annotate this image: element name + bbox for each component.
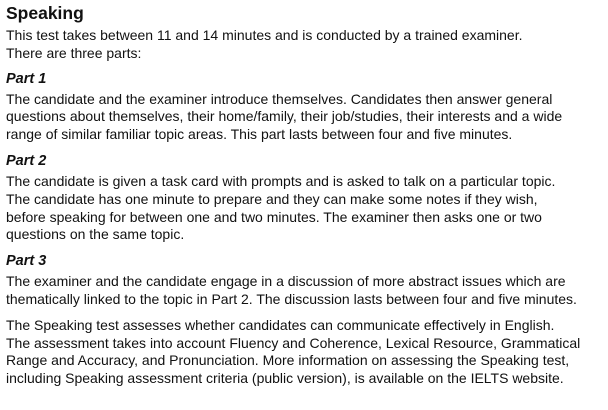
intro-paragraph xyxy=(6,27,602,63)
summary-line: The Speaking test assesses whether candidates can communicate effectively in English. xyxy=(6,316,555,333)
summary-line: The assessment takes into account Fluency and Coherence, Lexical Resource, Grammatical xyxy=(6,334,581,351)
summary-line: Range and Accuracy, and Pronunciation. More information on assessing the Speaking test, xyxy=(6,352,570,369)
part-1-line: The candidate and the examiner introduce themselves. Candidates then answer general xyxy=(6,90,553,107)
summary-paragraph xyxy=(6,317,602,388)
part-3-title: Part 3 xyxy=(6,253,47,270)
part-3-line: thematically linked to the topic in Part 2. The discussion lasts between four and five minutes. xyxy=(6,290,577,307)
summary-line: including Speaking assessment criteria (public version), is available on the IELTS website. xyxy=(6,370,564,387)
part-1-line: range of similar familiar topic areas. This part lasts between four and five minutes. xyxy=(6,126,513,143)
part-2-line: The candidate has one minute to prepare and they can make some notes if they wish, xyxy=(6,190,538,207)
section-heading: Speaking xyxy=(6,3,84,23)
part-3-section xyxy=(6,252,602,309)
part-3-line: The examiner and the candidate engage in a discussion of more abstract issues which are xyxy=(6,273,566,290)
part-1-paragraph xyxy=(6,91,602,144)
part-1-section xyxy=(6,70,602,144)
part-2-line: before speaking for between one and two minutes. The examiner then asks one or two xyxy=(6,208,542,225)
part-2-title: Part 2 xyxy=(6,152,47,169)
part-1-line: questions about themselves, their home/family, their job/studies, their interests and a wide xyxy=(6,108,563,125)
part-1-title: Part 1 xyxy=(6,70,47,87)
part-2-line: questions on the same topic. xyxy=(6,226,185,243)
part-2-line: The candidate is given a task card with prompts and is asked to talk on a particular topic. xyxy=(6,172,556,189)
part-2-paragraph xyxy=(6,173,602,244)
part-3-paragraph xyxy=(6,273,602,309)
intro-line: There are three parts: xyxy=(6,44,142,61)
intro-line: This test takes between 11 and 14 minutes and is conducted by a trained examiner. xyxy=(6,27,523,43)
part-2-section xyxy=(6,152,602,244)
